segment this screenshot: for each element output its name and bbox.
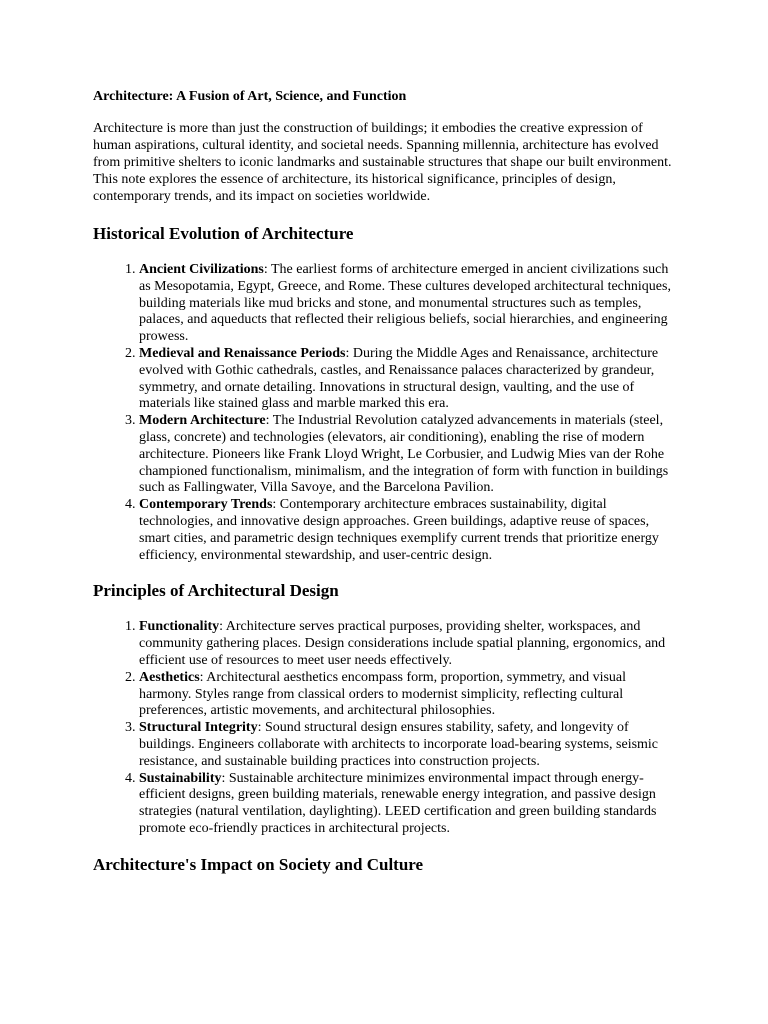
list-item — [139, 619, 678, 669]
list-item — [139, 771, 678, 838]
list-item — [139, 262, 678, 346]
document-title: Architecture: A Fusion of Art, Science, and Function — [93, 89, 407, 104]
list-item — [139, 497, 678, 564]
list-item-text: : The Industrial Revolution catalyzed advancements in materials (steel, glass, concrete) and technologies (elevators, air conditioning), enabling the rise of modern architecture. Pioneers like Frank Lloyd Wright, Le Corbusier, and Ludwig Mies van der Rohe championed functionalism, minimalism, and the integration of form with function in buildings such as Fallingwater, Villa Savoye, and the Barcelona Pavilion. — [139, 413, 669, 496]
section-heading-impact-on-society: Architecture's Impact on Society and Culture — [93, 854, 424, 874]
list-item-term: Sustainability — [139, 770, 222, 786]
list-item — [139, 670, 678, 720]
list-item-term: Structural Integrity — [139, 720, 258, 736]
list-item — [139, 413, 678, 497]
historical-evolution-list — [93, 262, 678, 564]
intro-paragraph: Architecture is more than just the construction of buildings; it embodies the creative expression of human aspirations, cultural identity, and societal needs. Spanning millennia, architecture has evolved from primitive shelters to iconic landmarks and sustainable structures that shape our built environment. This note explores the essence of architecture, its historical significance, principles of design, contemporary trends, and its impact on societies worldwide. — [93, 121, 672, 204]
list-item-term: Functionality — [139, 619, 220, 635]
list-item-text: : Sound structural design ensures stability, safety, and longevity of buildings. Engineers collaborate with architects to incorporate load-bearing systems, seismic resistance, and sustainable building practices into construction projects. — [139, 720, 659, 769]
list-item-term: Aesthetics — [139, 669, 200, 685]
list-item-text: : During the Middle Ages and Renaissance, architecture evolved with Gothic cathedrals, castles, and Renaissance palaces characterized by grandeur, symmetry, and ornate detailing. Innovations in structural design, vaulting, and the use of materials like stained glass and marble marked this era. — [139, 345, 659, 412]
document-page — [93, 88, 678, 893]
list-item — [139, 346, 678, 413]
list-item-text: : The earliest forms of architecture emerged in ancient civilizations such as Mesopotamia, Egypt, Greece, and Rome. These cultures developed architectural techniques, building materials like mud bricks and stone, and monumental structures such as temples, palaces, and aqueducts that reflected their religious beliefs, social hierarchies, and engineering prowess. — [139, 262, 671, 345]
section-heading-historical-evolution: Historical Evolution of Architecture — [93, 224, 354, 243]
list-item-term: Medieval and Renaissance Periods — [139, 345, 346, 361]
list-item-text: : Contemporary architecture embraces sustainability, digital technologies, and innovative design approaches. Green buildings, adaptive reuse of spaces, smart cities, and parametric design techniques exemplify current trends that prioritize energy efficiency, environmental stewardship, and user-centric design. — [139, 497, 659, 563]
principles-of-design-list — [93, 619, 678, 837]
list-item-text: : Architectural aesthetics encompass form, proportion, symmetry, and visual harmony. Styles range from classical orders to modernist simplicity, reflecting cultural preferences, artistic movements, and architectural philosophies. — [139, 669, 627, 719]
section-heading-principles-of-design: Principles of Architectural Design — [93, 581, 339, 601]
list-item-text: : Architecture serves practical purposes, providing shelter, workspaces, and community gathering places. Design considerations include spatial planning, ergonomics, and efficient use of resources to meet user needs effectively. — [139, 619, 666, 668]
list-item-term: Contemporary Trends — [139, 497, 273, 513]
list-item-term: Ancient Civilizations — [139, 262, 264, 277]
list-item — [139, 720, 678, 770]
list-item-text: : Sustainable architecture minimizes environmental impact through energy-efficient designs, green building materials, renewable energy integration, and passive design strategies (natural ventilation, daylighting). LEED certification and green building standards promote eco-friendly practices in architectural projects. — [139, 770, 657, 836]
list-item-term: Modern Architecture — [139, 413, 266, 429]
